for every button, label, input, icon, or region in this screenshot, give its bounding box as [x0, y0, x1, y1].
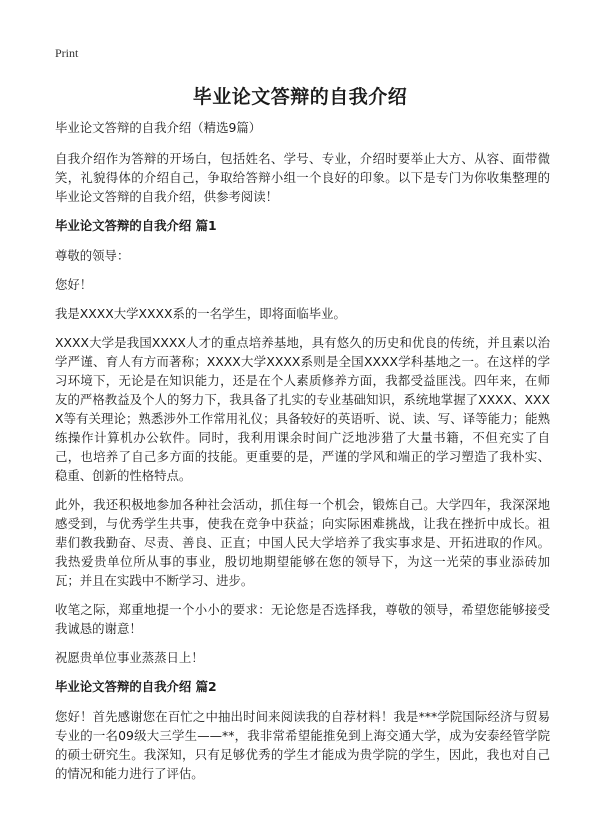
body-paragraph: 收笔之际，郑重地提一个小小的要求：无论您是否选择我，尊敬的领导，希望您能够接受我诚恳的谢意！ — [55, 602, 550, 636]
document-body — [55, 118, 550, 793]
document-subtitle: 毕业论文答辩的自我介绍（精选9篇） — [55, 120, 262, 135]
body-paragraph: 此外，我还积极地参加各种社会活动，抓住每一个机会，锻炼自己。大学四年，我深深地感受到，与优秀学生共事，使我在竞争中获益；向实际困难挑战，让我在挫折中成长。祖辈们教我勤奋、尽责、善良、正直；中国人民大学培养了我实事求是、开拓进取的作风。我热爱贵单位所从事的事业，殷切地期望能够在您的领导下，为这一光荣的事业添砖加瓦；并且在实践中不断学习、进步。 — [55, 497, 550, 588]
body-paragraph: 您好！首先感谢您在百忙之中抽出时间来阅读我的自荐材料！我是***学院国际经济与贸易专业的一名09级大三学生——**，我非常希望能推免到上海交通大学，成为安泰经管学院的硕士研究生。我深知，只有足够优秀的学生才能成为贵学院的学生，因此，我也对自己的情况和能力进行了评估。 — [55, 709, 550, 781]
body-paragraph: 我是XXXX大学XXXX系的一名学生，即将面临毕业。 — [55, 306, 346, 321]
body-paragraph: XXXX大学是我国XXXX人才的重点培养基地，具有悠久的历史和优良的传统，并且素以治学严谨、育人有方而著称；XXXX大学XXXX系则是全国XXXX学科基地之一。在这样的学习环境下，无论是在知识能力，还是在个人素质修养方面，我都受益匪浅。四年来，在师友的严格教益及个人的努力下，我具备了扎实的专业基础知识，系统地掌握了XXXX、XXXX等有关理论；熟悉涉外工作常用礼仪；具备较好的英语听、说、读、写、译等能力；能熟练操作计算机办公软件。同时，我利用课余时间广泛地涉猎了大量书籍，不但充实了自己，也培养了自己多方面的技能。更重要的是，严谨的学风和端正的学习塑造了我朴实、稳重、创新的性格特点。 — [55, 335, 550, 483]
intro-paragraph: 自我介绍作为答辩的开场白，包括姓名、学号、专业，介绍时要举止大方、从容、面带微笑，礼貌得体的介绍自己，争取给答辩小组一个良好的印象。以下是专门为你收集整理的毕业论文答辩的自我介绍，供参考阅读！ — [55, 151, 550, 204]
greeting-paragraph: 您好！ — [55, 277, 93, 292]
closing-paragraph: 祝愿贵单位事业蒸蒸日上！ — [55, 650, 204, 665]
print-label[interactable]: Print — [55, 46, 79, 60]
section-heading-1: 毕业论文答辩的自我介绍 篇1 — [55, 218, 217, 233]
section-heading-2: 毕业论文答辩的自我介绍 篇2 — [55, 679, 217, 694]
salutation-paragraph: 尊敬的领导： — [55, 248, 130, 263]
page-title: 毕业论文答辩的自我介绍 — [192, 86, 408, 108]
